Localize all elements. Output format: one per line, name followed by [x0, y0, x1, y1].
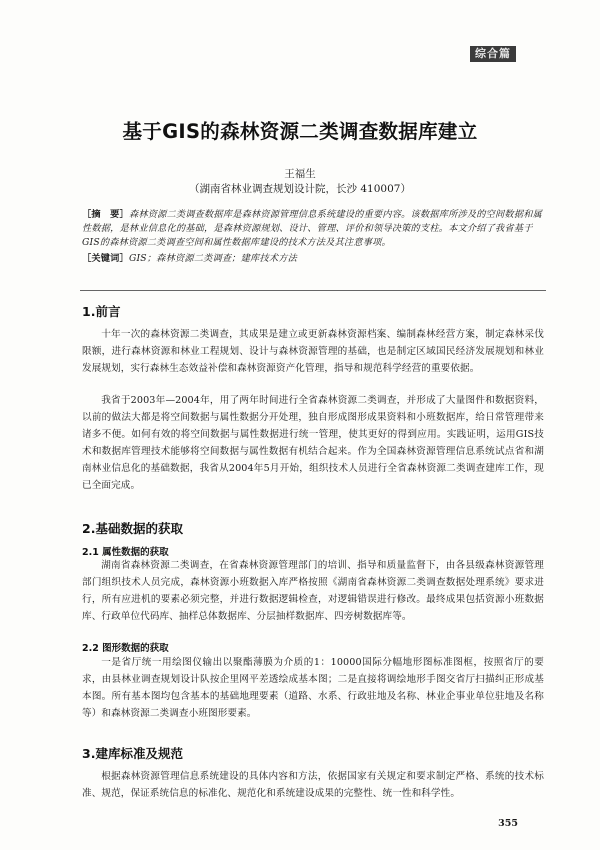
section-heading-3: 3.建库标准及规范 [82, 746, 183, 761]
subsection-2-2-paragraph: 一是省厅统一用绘图仪输出以聚酯薄膜为介质的1：10000国际分幅地形图标准图框，按照省厅的要求，由县林业调查规划设计队按企里网平差透绘成基本图；二是直接将调绘地形手图交省厅扫描纠正形成基本图。所有基本图均包含基本的基础地理要素（道路、水系、行政驻地及名称、林业企事业单位驻地及名称等）和森林资源二类调查小班图形要素。 [82, 657, 544, 719]
subsection-heading-2-1: 2.1 属性数据的获取 [82, 547, 169, 558]
author-affiliation: （湖南省林业调查规划设计院，长沙 410007） [189, 183, 411, 195]
section-1-paragraph-1: 十年一次的森林资源二类调查，其成果是建立或更新森林资源档案、编制森林经营方案，制定森林采伐限额，进行森林资源和林业工程规划、设计与森林资源管理的基础，也是制定区域国民经济发展规划和林业发展规划，实行森林生态效益补偿和森林资源资产化管理，指导和规范科学经营的重要依据。 [82, 329, 544, 374]
abstract-divider [80, 290, 546, 291]
subsection-heading-2-2: 2.2 图形数据的获取 [82, 643, 169, 654]
abstract-text: 森林资源二类调查数据库是森林资源管理信息系统建设的重要内容。该数据库所涉及的空间数据和属性数据，是林业信息化的基础，是森林资源规划、设计、管理、评价和领导决策的支柱。本文介绍了我省基于GIS的森林资源二类调查空间和属性数据库建设的技术方法及其注意事项。 [82, 209, 542, 248]
section-heading-2: 2.基础数据的获取 [82, 521, 183, 536]
section-1-paragraph-2: 我省于2003年—2004年，用了两年时间进行全省森林资源二类调查，并形成了大量图件和数据资料，以前的做法大都是将空间数据与属性数据分开处理，独自形成图形成果资料和小班数据库，给日常管理带来诸多不便。如何有效的将空间数据与属性数据进行统一管理，使其更好的得到应用。实践证明，运用GIS技术和数据库管理技术能够将空间数据与属性数据有机结合起来。作为全国森林资源管理信息系统试点省和湖南林业信息化的基础数据，我省从2004年5月开始，组织技术人员进行全省森林资源二类调查建库工作，现已全面完成。 [82, 395, 544, 491]
section-heading-1: 1.前言 [82, 304, 121, 319]
abstract-label: ［摘 要］ [82, 209, 129, 220]
abstract-block [82, 208, 544, 266]
subsection-2-1-paragraph: 湖南省森林资源二类调查，在省森林资源管理部门的培训、指导和质量监督下，由各县级森林资源管理部门组织技术人员完成，森林资源小班数据入库严格按照《湖南省森林资源二类调查数据处理系统》要求进行，所有应进机的要素必须完整，并进行数据逻辑检查，对逻辑错误进行修改。最终成果包括资源小班数据库、行政单位代码库、抽样总体数据库、分层抽样数据库、四旁树数据库等。 [82, 560, 544, 622]
section-3-paragraph-1: 根据森林资源管理信息系统建设的具体内容和方法，依据国家有关规定和要求制定严格、系统的技术标准、规范，保证系统信息的标准化、规范化和系统建设成果的完整性、统一性和科学性。 [82, 771, 544, 799]
keywords-text: GIS；森林资源二类调查；建库技术方法 [128, 253, 297, 264]
keywords-line [82, 252, 544, 266]
keywords-label: ［关键词］ [82, 253, 129, 264]
page-number: 355 [498, 818, 518, 829]
paper-title: 基于GIS的森林资源二类调查数据库建立 [122, 120, 478, 143]
author-name: 王福生 [284, 168, 316, 180]
journal-section-badge: 综合篇 [470, 46, 516, 62]
